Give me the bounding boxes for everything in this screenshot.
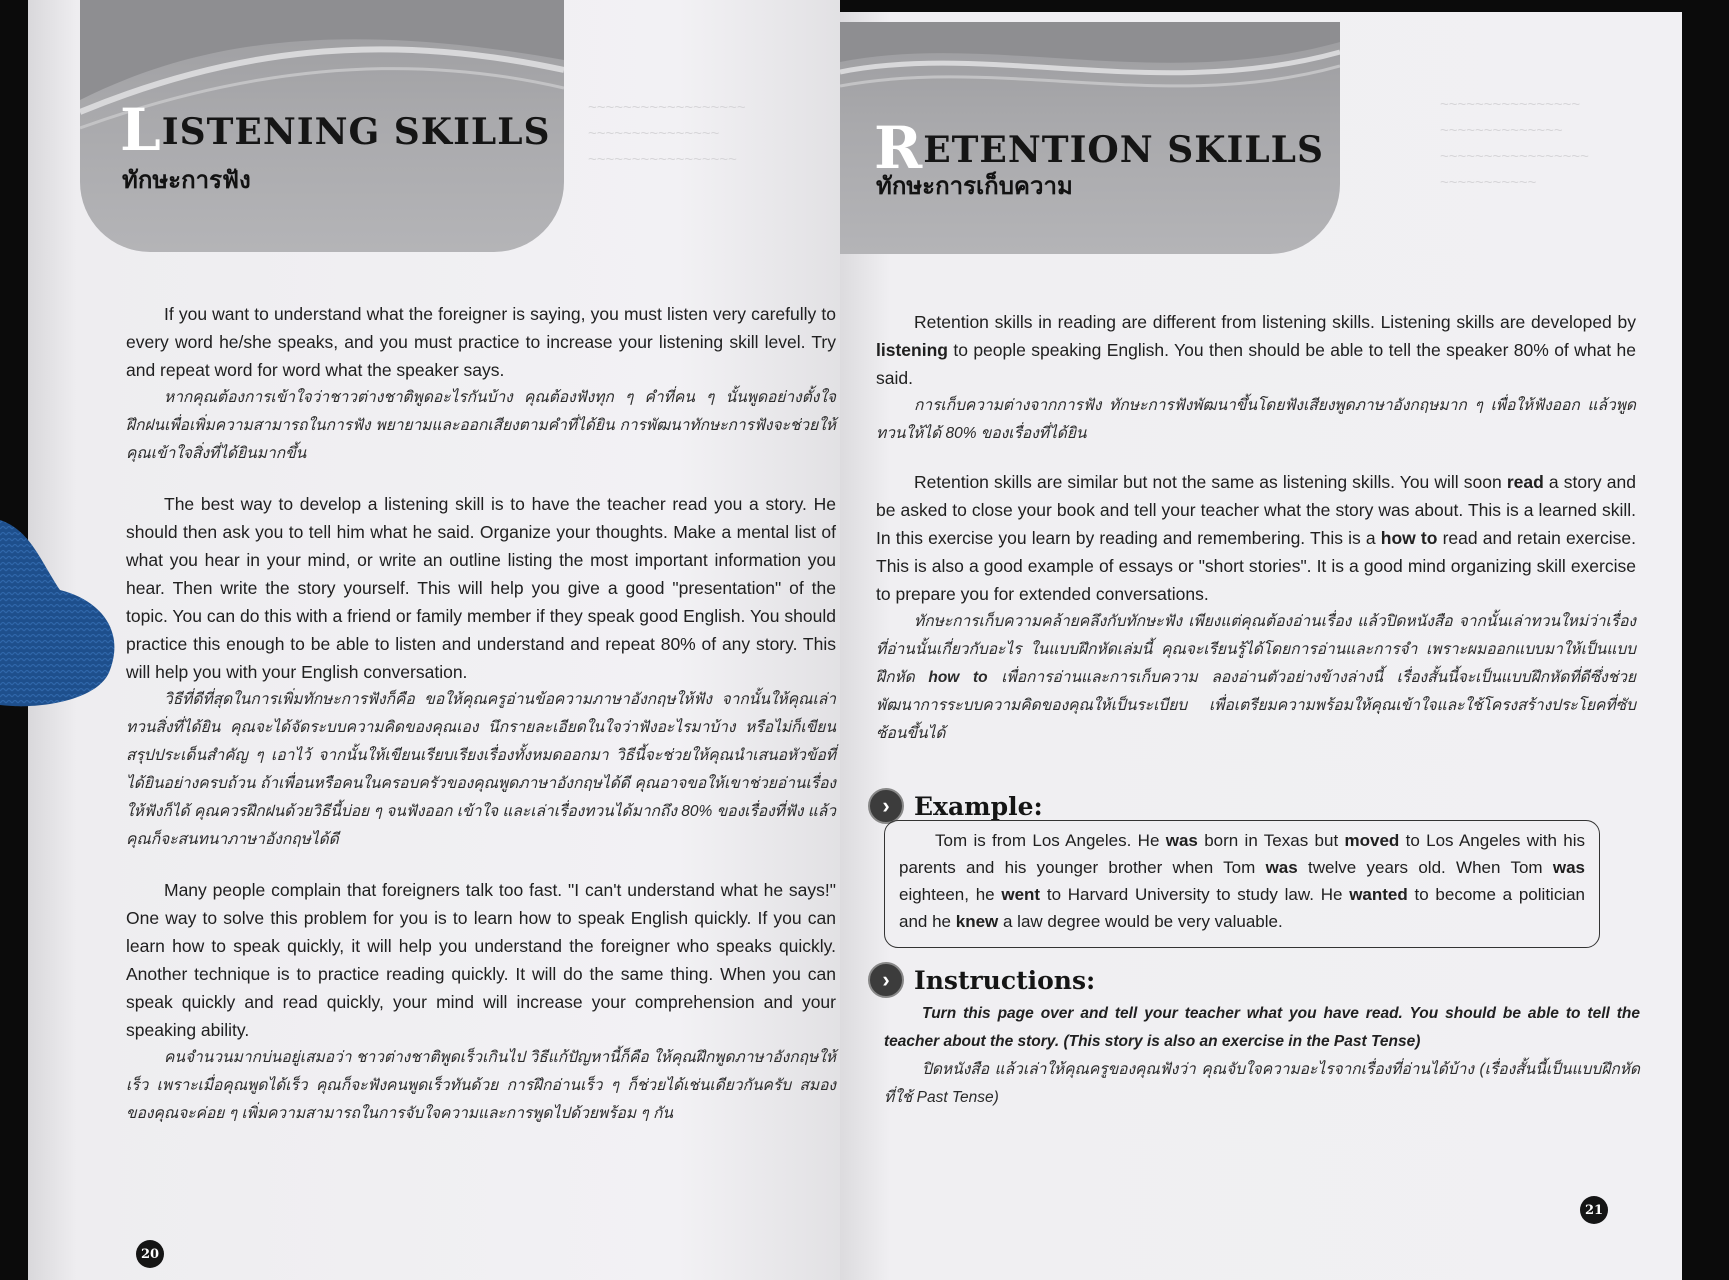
instructions-heading-label: Instructions: [914,965,1096,995]
text-run: a story and be asked to close your book and tell your teacher what the story was about. This is a learned skill. In this exercise you learn by reading and remembering. This is a [876,472,1636,548]
emphasis: how to [1380,528,1438,548]
emphasis: listening [876,340,948,360]
text-run: to Los Angeles with his parents and his younger brother when Tom [899,831,1586,877]
title-banner [840,22,1340,254]
emphasis: read [1506,472,1544,492]
paragraph-2-th [876,608,1636,748]
instructions-en: Turn this page over and tell your teacher what you have read. You should be able to tell the teacher about the story. (This story is also an exercise in the Past Tense) [884,1005,1640,1050]
text-run: read and retain exercise. This is also a good example of essays or "short stories". It is a good mind organizing skill exercise to prepare you for extended conversations. [876,528,1636,604]
example-heading-label: Example: [914,791,1043,821]
page-subtitle: ทักษะการเก็บความ [876,173,1073,200]
example-box [884,820,1600,948]
glove-icon [0,520,120,710]
paragraph-3-th: คนจำนวนมากบ่นอยู่เสมอว่า ชาวต่างชาติพูดเร็วเกินไป วิธีแก้ปัญหานี้ก็คือ ให้คุณฝึกพูดภาษาอังกฤษให้เร็ว เพราะเมื่อคุณพูดได้เร็ว คุณก็จะฟังคนพูดเร็วทันด้วย การฝึกอ่านเร็ว ๆ ก็ช่วยได้เช่นเดียวกันครับ สมองของคุณจะค่อย ๆ เพิ่มความสามารถในการจับใจความและการพูดไปด้วยพร้อม ๆ กัน [126,1049,836,1122]
instructions-th: ปิดหนังสือ แล้วเล่าให้คุณครูของคุณฟังว่า คุณจับใจความอะไรจากเรื่องที่อ่านได้บ้าง (เรื่องสั้นนี้เป็นแบบฝึกหัดที่ใช้ Past Tense) [884,1061,1640,1106]
paragraph-2-en [876,468,1636,608]
text-run: to people speaking English. You then should be able to tell the speaker 80% of what he said. [876,340,1636,388]
title-initial: R [874,114,924,182]
paragraph-1-en [876,308,1636,392]
example-heading [868,788,1043,824]
instructions-text [884,1000,1640,1112]
text-run: twelve years old. When Tom [1297,858,1553,877]
page-number-badge: 21 [1580,1196,1608,1224]
text-run: a law degree would be very valuable. [998,912,1283,931]
page-title [120,96,551,164]
title-rest: ETENTION SKILLS [923,129,1324,171]
instructions-heading [868,962,1095,998]
text-run: Retention skills are similar but not the same as listening skills. You will soon [914,472,1507,492]
right-page [840,12,1682,1280]
page-number-badge: 20 [136,1240,164,1268]
page-subtitle: ทักษะการฟัง [122,167,251,194]
emphasis: was [1165,831,1198,850]
bleed-through-text: ~~~~~~~~~~~~~~~~ ~~~~~~~~~~~~~~ ~~~~~~~~~~~~~~~~~ ~~~~~~~~~~~ [1440,96,1589,191]
emphasis: was [1552,858,1585,877]
paragraph-1-th: หากคุณต้องการเข้าใจว่าชาวต่างชาติพูดอะไรกันบ้าง คุณต้องฟังทุก ๆ คำที่คน ๆ นั้นพูดอย่างตั้งใจ ฝึกฝนเพื่อเพิ่มความสามารถในการฟัง พยายามและออกเสียงตามคำที่ได้ยิน การพัฒนาทักษะการฟังจะช่วยให้คุณเข้าใจสิ่งที่ได้ยินมากขึ้น [126,389,836,462]
chevron-right-icon: › [868,962,904,998]
text-run: to become a politician and he [899,885,1586,931]
paragraph-1-th: การเก็บความต่างจากการฟัง ทักษะการฟังพัฒนาขึ้นโดยฟังเสียงพูดภาษาอังกฤษมาก ๆ เพื่อให้ฟังออก แล้วพูดทวนให้ได้ 80% ของเรื่องที่ได้ยิน [876,397,1636,442]
paragraph-2-en: The best way to develop a listening skill is to have the teacher read you a story. He should then ask you to tell him what he said. Organize your thoughts. Make a mental list of what you hear in your mind, or write an outline listing the most important information you hear. Then write the story yourself. This will help you give a good "presentation" of the topic. You can do this with a friend or family member if they speak good English. You should practice this enough to be able to listen and understand and repeat 80% of any story. This will help you with your English conversation. [126,494,836,682]
emphasis: wanted [1349,885,1408,904]
title-rest: ISTENING SKILLS [161,111,551,153]
text-run: ทักษะการเก็บความคล้ายคลึงกับทักษะฟัง เพียงแต่คุณต้องอ่านเรื่อง แล้วปิดหนังสือ จากนั้นเล่าทวนใหม่ว่าเรื่องที่อ่านนั้นเกี่ยวกับอะไร ในแบบฝึกหัดเล่มนี้ คุณจะเรียนรู้ได้โดยการอ่านและการจำ เพราะผมออกแบบมาให้เป็นแบบฝึกหัด [876,613,1636,686]
body-text [126,300,836,1128]
text-run: Retention skills in reading are different from listening skills. Listening skills are developed by [914,312,1636,332]
emphasis: was [1265,858,1298,877]
body-text [876,308,1636,748]
paragraph-1-en: If you want to understand what the foreigner is saying, you must listen very carefully to every word he/she speaks, and you must practice to increase your listening skill level. Try and repeat word for word what the speaker says. [126,304,836,380]
bleed-through-text: ~~~~~~~~~~~~~~~~~~ ~~~~~~~~~~~~~~~ ~~~~~~~~~~~~~~~~~ [588,99,746,168]
title-banner [80,0,564,252]
text-run: Tom is from Los Angeles. He [935,831,1166,850]
title-initial: L [120,96,162,164]
emphasis: moved [1344,831,1400,850]
text-run: to Harvard University to study law. He [1040,885,1350,904]
left-page [28,0,840,1280]
paragraph-3-en: Many people complain that foreigners talk too fast. "I can't understand what he says!" One way to solve this problem for you is to learn how to speak English quickly. If you can learn how to speak quickly, it will help you understand the foreigner who speaks quickly. Another technique is to practice reading quickly. It will do the same thing. When you can speak quickly and read quickly, your mind will increase your comprehension and your speaking ability. [126,880,836,1040]
text-run: eighteen, he [899,885,1002,904]
emphasis: went [1001,885,1041,904]
chevron-right-icon: › [868,788,904,824]
paragraph-2-th: วิธีที่ดีที่สุดในการเพิ่มทักษะการฟังก็คือ ขอให้คุณครูอ่านข้อความภาษาอังกฤษให้ฟัง จากนั้นให้คุณเล่าทวนสิ่งที่ได้ยิน คุณจะได้จัดระบบความคิดของคุณเอง นึกรายละเอียดในใจว่าฟังอะไรมาบ้าง หรือไม่ก็เขียนสรุปประเด็นสำคัญ ๆ เอาไว้ จากนั้นให้เขียนเรียบเรียงเรื่องทั้งหมดออกมา วิธีนี้จะช่วยให้คุณนำเสนอหัวข้อที่ได้ยินอย่างครบถ้วน ถ้าเพื่อนหรือคนในครอบครัวของคุณพูดภาษาอังกฤษได้ดี คุณอาจขอให้เขาช่วยอ่านเรื่องให้ฟังก็ได้ คุณควรฝึกฝนด้วยวิธีนี้บ่อย ๆ จนฟังออก เข้าใจ และเล่าเรื่องทวนได้มากถึง 80% ของเรื่องที่ฟัง แล้วคุณก็จะสนทนาภาษาอังกฤษได้ดี [126,691,836,848]
emphasis: knew [955,912,999,931]
text-run: born in Texas but [1197,831,1345,850]
text-run: เพื่อการอ่านและการเก็บความ ลองอ่านตัวอย่างข้างล่างนี้ เรื่องสั้นนี้จะเป็นแบบฝึกหัดที่ดีซึ่งช่วยพัฒนาการระบบความคิดของคุณให้เป็นระเบียบ เพื่อเตรียมความพร้อมให้คุณเข้าใจและใช้โครงสร้างประโยคที่ซับซ้อนขึ้นได้ [876,669,1637,742]
emphasis: how to [928,669,988,686]
example-text [899,827,1585,935]
